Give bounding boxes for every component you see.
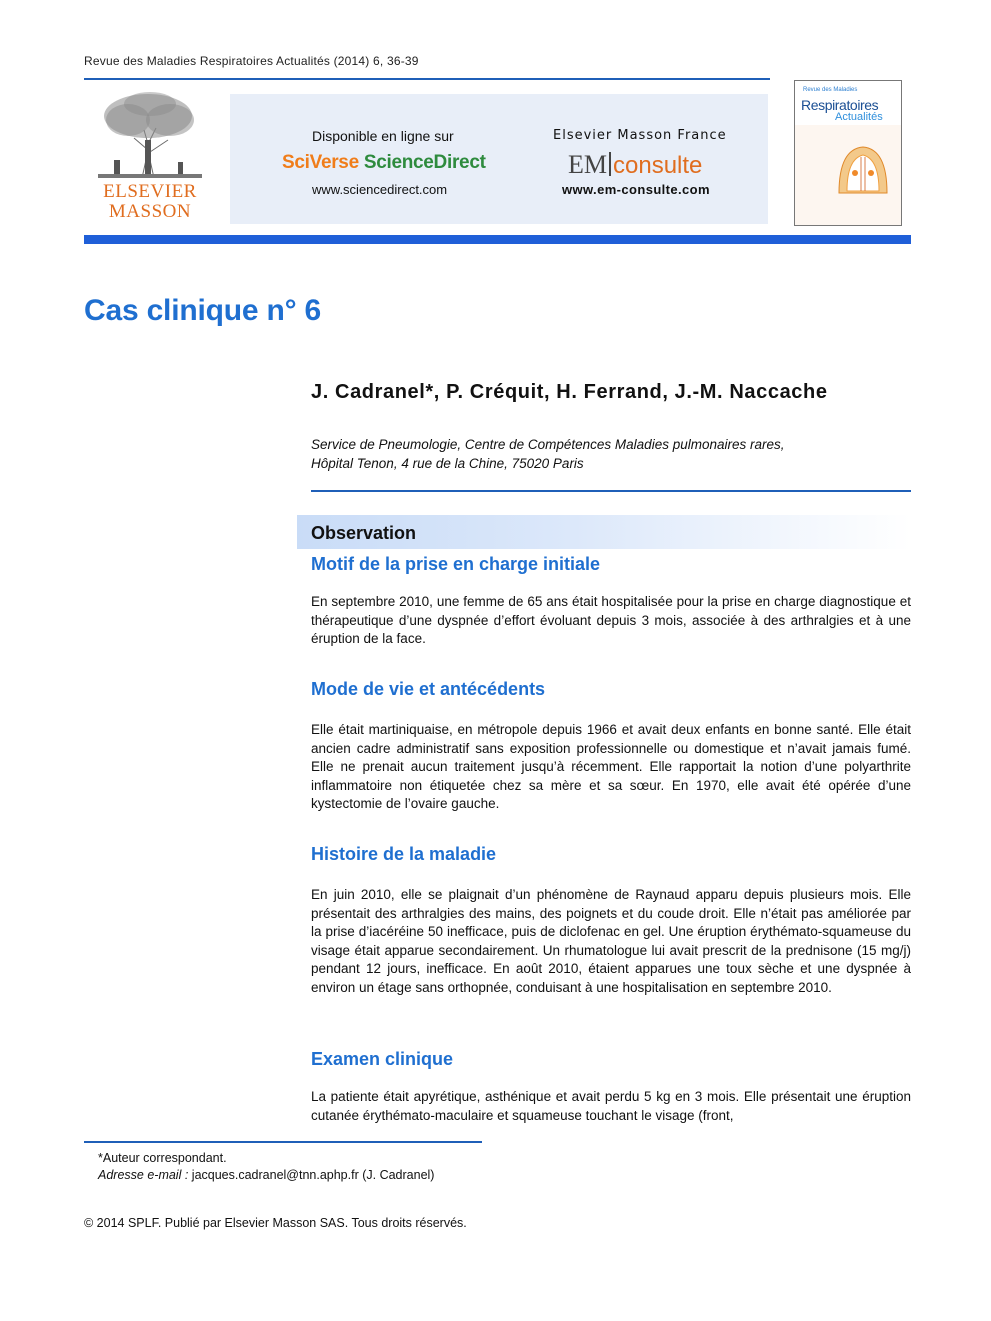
- header-rule: [84, 78, 770, 80]
- affiliation-line-1: Service de Pneumologie, Centre de Compétences Maladies pulmonaires rares,: [311, 437, 785, 452]
- sciencedirect-link[interactable]: www.sciencedirect.com: [312, 182, 448, 197]
- tree-logo-icon: [98, 90, 202, 178]
- section-header-observation: [297, 515, 911, 549]
- consulte-text: consulte: [613, 152, 703, 179]
- footnote-email: [98, 1168, 434, 1182]
- sciencedirect-text: ScienceDirect: [363, 152, 486, 173]
- article-title: Cas clinique n° 6: [84, 294, 321, 327]
- available-online-label: Disponible en ligne sur: [312, 128, 454, 144]
- cover-illustration-icon: [835, 143, 891, 197]
- subsection-heading-mode-de-vie: Mode de vie et antécédents: [311, 679, 546, 699]
- em-consulte-logo[interactable]: [568, 150, 702, 180]
- paragraph-examen: La patiente était apyrétique, asthénique et avait perdu 5 kg en 3 mois. Elle présentait une éruption cutanée érythémato-maculaire et squameuse touchant le visage (front,: [311, 1089, 911, 1123]
- subsection-heading-motif: Motif de la prise en charge initiale: [311, 554, 601, 574]
- elsevier-masson-france-label: Elsevier Masson France: [553, 128, 727, 143]
- footnote-rule: [84, 1141, 482, 1143]
- email-link[interactable]: jacques.cadranel@tnn.aphp.fr (J. Cadranel): [188, 1168, 435, 1182]
- header-band: [84, 235, 911, 244]
- subsection-heading-histoire: Histoire de la maladie: [311, 844, 497, 864]
- journal-cover-thumbnail[interactable]: [794, 80, 902, 226]
- sciverse-sciencedirect-logo[interactable]: [282, 152, 486, 174]
- author-list: J. Cadranel*, P. Créquit, H. Ferrand, J.-M. Naccache: [311, 381, 828, 403]
- subsection-heading-examen: Examen clinique: [311, 1049, 454, 1069]
- logo-word-elsevier: ELSEVIER: [103, 181, 197, 202]
- affiliation-rule: [311, 490, 911, 492]
- access-banner: [230, 94, 768, 224]
- logo-word-masson: MASSON: [108, 201, 192, 222]
- em-text: EM: [568, 150, 607, 179]
- paragraph-mode-de-vie: Elle était martiniquaise, en métropole depuis 1966 et avait deux enfants en bonne santé. Elle était ancien cadre administratif sans exposition professionnelle ou domestique et n’avait jamais fumé. Elle ne prenait aucun traitement jusqu’à récemment. Elle rapportait la notion d’une polyarthrite inflammatoire non étiquetée chez sa mère et sa sœur. En 1970, elle avait été opérée d’une kystectomie de l’ovaire gauche.: [311, 722, 911, 812]
- sciverse-text: SciVerse: [282, 152, 364, 173]
- cover-subtitle: Actualités: [835, 111, 883, 123]
- cover-title: Respiratoires: [801, 97, 879, 113]
- footnote-corresponding: *Auteur correspondant.: [98, 1151, 227, 1165]
- paragraph-motif: En septembre 2010, une femme de 65 ans était hospitalisée pour la prise en charge diagnostique et thérapeutique d’une dyspnée d’effort évoluant depuis 3 mois, associée à des arthralgies et à une éruption de la face.: [311, 594, 911, 647]
- section-title: Observation: [311, 523, 417, 543]
- email-label: Adresse e-mail :: [98, 1168, 189, 1182]
- elsevier-masson-logo: [90, 90, 210, 225]
- em-consulte-link[interactable]: www.em-consulte.com: [562, 182, 710, 197]
- affiliation: [311, 435, 785, 473]
- affiliation-line-2: Hôpital Tenon, 4 rue de la Chine, 75020 Paris: [311, 456, 584, 471]
- cover-small-title: Revue des Maladies: [803, 87, 858, 93]
- journal-reference: Revue des Maladies Respiratoires Actualités (2014) 6, 36-39: [84, 54, 419, 68]
- copyright-notice: © 2014 SPLF. Publié par Elsevier Masson SAS. Tous droits réservés.: [84, 1216, 467, 1230]
- paragraph-histoire: En juin 2010, elle se plaignait d’un phénomène de Raynaud apparu depuis plusieurs mois. Elle présentait des arthralgies des mains, des poignets et du coude droit. Elle n’était pas améliorée par la prise d’iacéréine 50 inefficace, puis de diclofenac en gel. Une éruption érythémato-squameuse du visage était apparue secondairement. Un rhumatologue lui avait prescrit de la prednisone (15 mg/j) pendant 12 jours, inefficace. En août 2010, étaient apparues une toux sèche et une dyspnée à environ un étage sans orthopnée, conduisant à une hospitalisation en septembre 2010.: [311, 887, 911, 995]
